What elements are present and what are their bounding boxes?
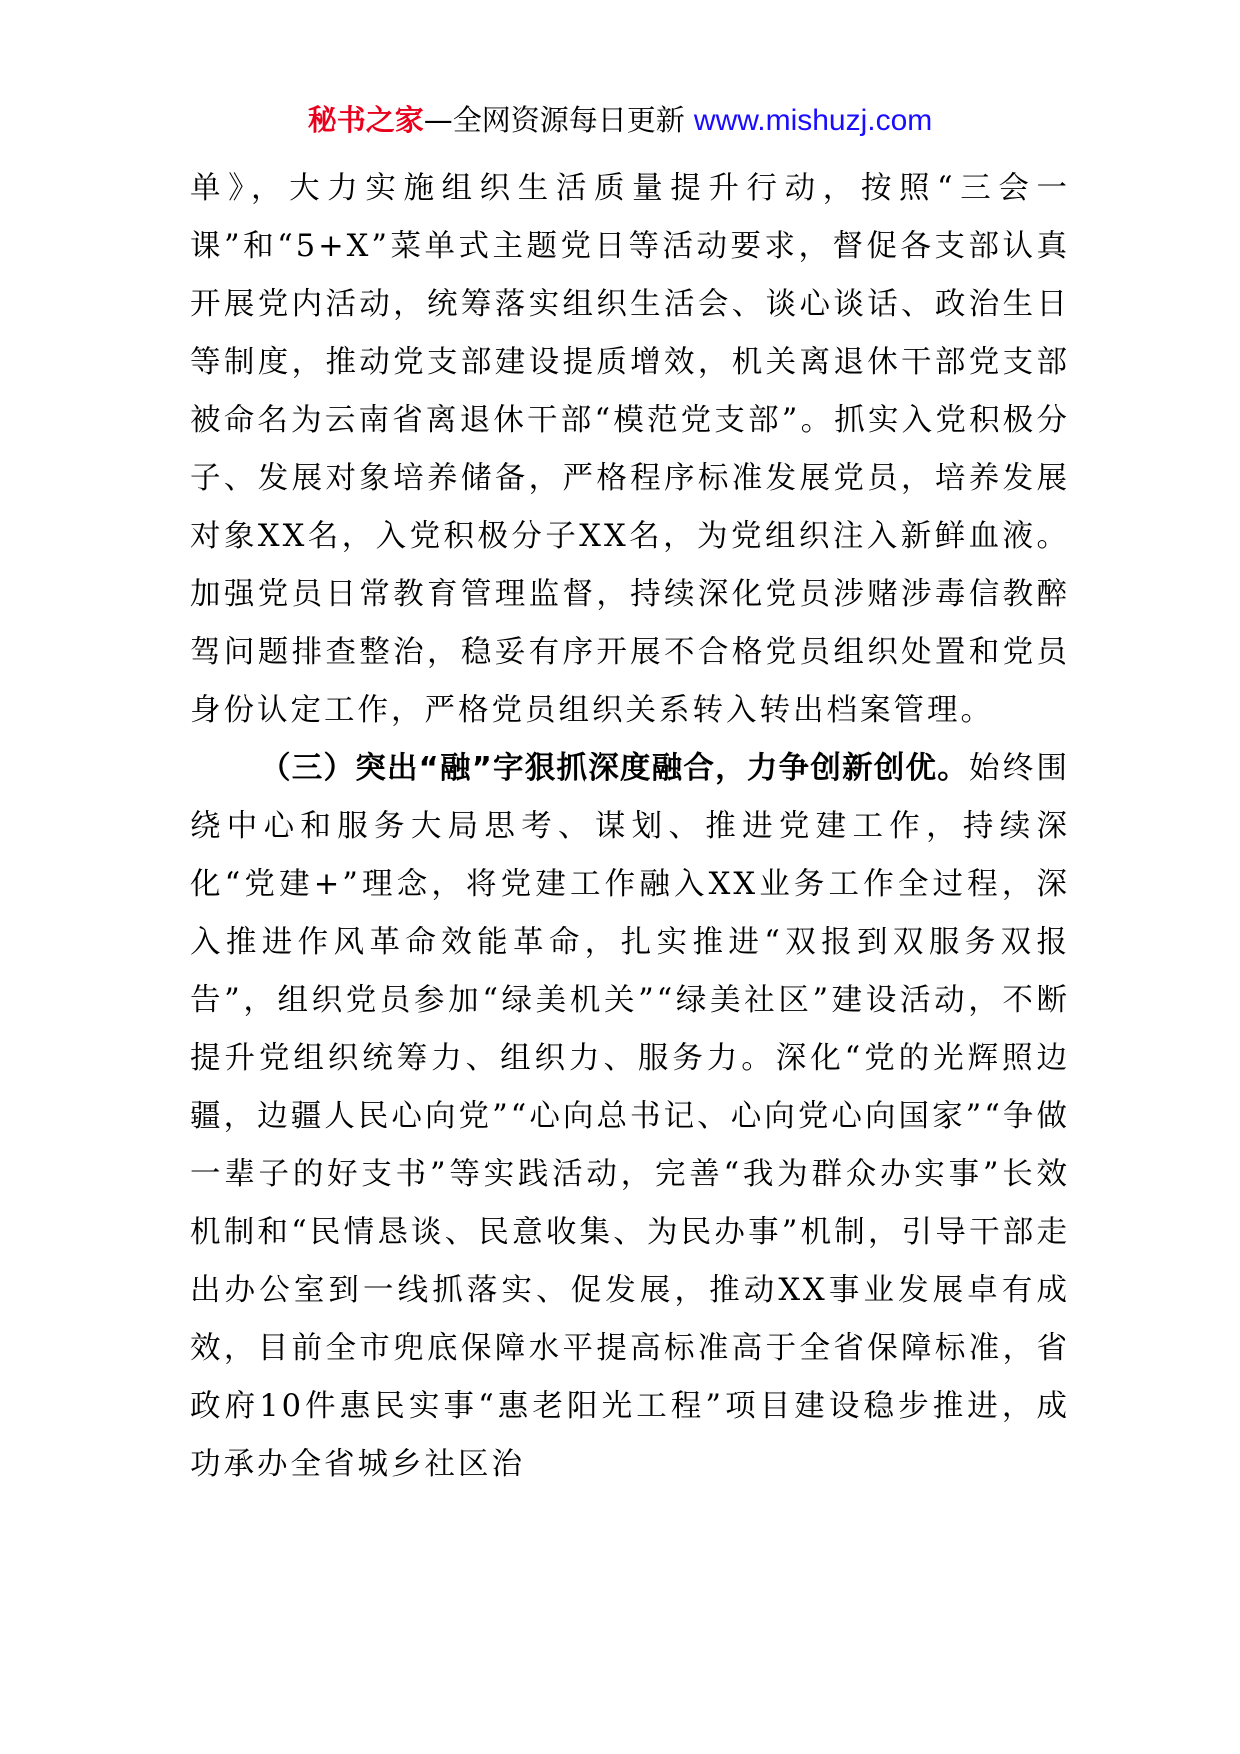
site-url-link[interactable]: www.mishuzj.com: [693, 104, 933, 137]
document-body: [190, 160, 1070, 1494]
site-slogan: —全网资源每日更新: [423, 103, 694, 137]
paragraph-2: [190, 740, 1070, 1494]
section-heading: （三）突出“融”字狠抓深度融合，力争创新创优。: [260, 751, 970, 786]
site-brand: 秘书之家: [307, 103, 424, 137]
page-header: [0, 100, 1240, 141]
paragraph-2-body: 始终围绕中心和服务大局思考、谋划、推进党建工作，持续深化“党建+”理念，将党建工作融入XX业务工作全过程，深入推进作风革命效能革命，扎实推进“双报到双服务双报告”，组织党员参加“绿美机关”“绿美社区”建设活动，不断提升党组织统筹力、组织力、服务力。深化“党的光辉照边疆，边疆人民心向党”“心向总书记、心向党心向国家”“争做一辈子的好支书”等实践活动，完善“我为群众办实事”长效机制和“民情恳谈、民意收集、为民办事”机制，引导干部走出办公室到一线抓落实、促发展，推动XX事业发展卓有成效，目前全市兜底保障水平提高标准高于全省保障标准，省政府10件惠民实事“惠老阳光工程”项目建设稳步推进，成功承办全省城乡社区治: [190, 751, 1071, 1482]
paragraph-1: 单》，大力实施组织生活质量提升行动，按照“三会一课”和“5+X”菜单式主题党日等活动要求，督促各支部认真开展党内活动，统筹落实组织生活会、谈心谈话、政治生日等制度，推动党支部建设提质增效，机关离退休干部党支部被命名为云南省离退休干部“模范党支部”。抓实入党积极分子、发展对象培养储备，严格程序标准发展党员，培养发展对象XX名，入党积极分子XX名，为党组织注入新鲜血液。加强党员日常教育管理监督，持续深化党员涉赌涉毒信教醉驾问题排查整治，稳妥有序开展不合格党员组织处置和党员身份认定工作，严格党员组织关系转入转出档案管理。: [190, 171, 1070, 728]
